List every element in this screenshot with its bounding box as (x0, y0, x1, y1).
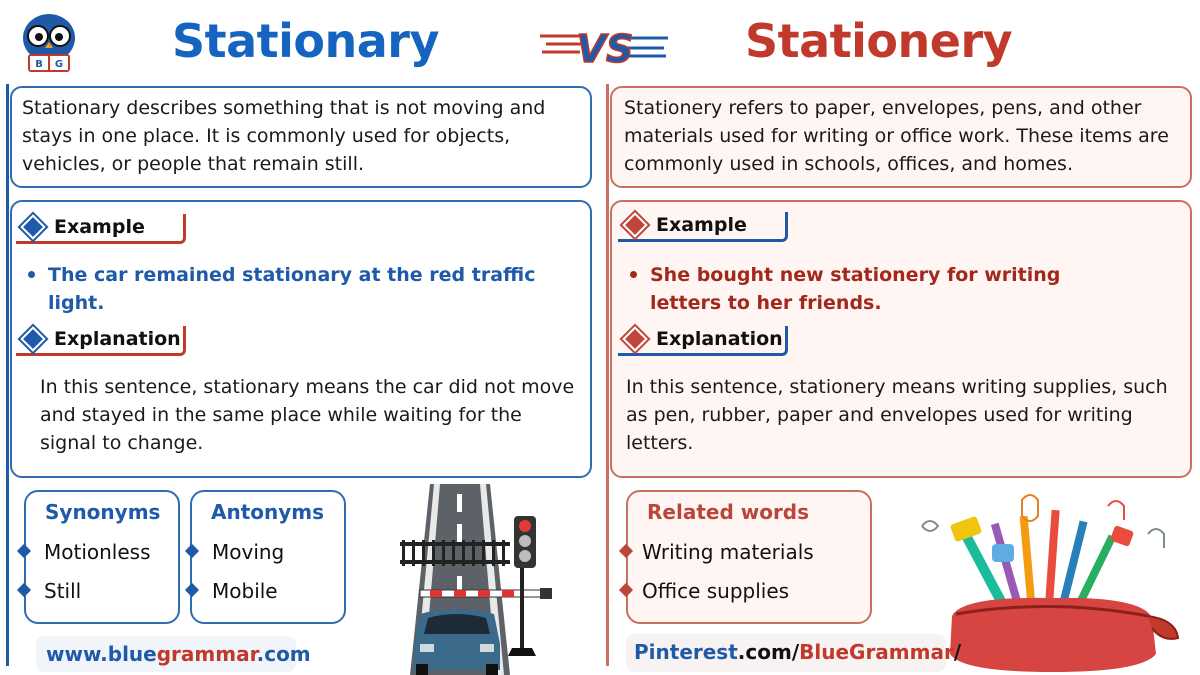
stationery-definition: Stationery refers to paper, envelopes, pens, and other materials used for writing or office work. These items are commonly used in schools, offices, and homes. (624, 97, 1169, 175)
title-stationary: Stationary (172, 14, 439, 68)
stationary-example-sentence: The car remained stationary at the red traffic light. (48, 264, 536, 314)
bluegrammar-url[interactable] (36, 636, 311, 672)
stationery-explanation-text: In this sentence, stationery means writing supplies, such as pen, rubber, paper and envelopes used for writing letters. (626, 376, 1168, 454)
stationary-definition-box (10, 86, 592, 188)
bullet-icon (28, 271, 35, 278)
url-part: BlueGrammar (799, 640, 954, 664)
right-divider (606, 84, 609, 666)
related-word-item: Office supplies (642, 579, 790, 603)
synonyms-title: Synonyms (45, 500, 161, 524)
url-part: / (953, 640, 962, 664)
related-words-title: Related words (647, 500, 810, 524)
antonyms-title: Antonyms (211, 500, 325, 524)
synonym-item: Still (44, 579, 82, 603)
antonym-item: Mobile (212, 579, 278, 603)
pinterest-url[interactable] (626, 634, 962, 672)
synonyms-box (24, 490, 180, 624)
url-part: Pinterest (634, 640, 738, 664)
vs-badge (540, 22, 670, 70)
car-traffic-light-icon (390, 484, 560, 675)
logo-letter-b: B (35, 59, 43, 70)
stationery-explanation-label: Explanation (656, 328, 783, 350)
synonym-item: Motionless (44, 540, 151, 564)
stationery-example-label: Example (656, 214, 747, 236)
logo-letter-g: G (54, 59, 64, 70)
related-words-box (626, 490, 872, 624)
road-illustration (390, 484, 560, 675)
url-part: .com/ (737, 640, 800, 664)
stationary-example-label: Example (54, 216, 145, 238)
stationary-definition: Stationary describes something that is not moving and stays in one place. It is commonly used for objects, vehicles, or people that remain still. (22, 97, 546, 175)
logo (18, 8, 80, 78)
stationary-explanation-label: Explanation (54, 328, 181, 350)
url-part: .com (256, 642, 311, 666)
vs-text: VS (576, 27, 634, 70)
antonym-item: Moving (212, 540, 285, 564)
title-stationery: Stationery (745, 14, 1013, 68)
stationery-definition-box (610, 86, 1192, 188)
related-word-item: Writing materials (642, 540, 814, 564)
url-part: www.blue (46, 642, 157, 666)
url-part: grammar (156, 642, 257, 666)
stationery-example-sentence: She bought new stationery for writing letters to her friends. (650, 264, 1061, 314)
owl-logo-icon (18, 8, 80, 78)
vs-icon (540, 22, 670, 70)
stationary-explanation-text: In this sentence, stationary means the car did not move and stayed in the same place while waiting for the signal to change. (40, 376, 575, 454)
antonyms-box (190, 490, 346, 624)
left-divider (6, 84, 9, 666)
bullet-icon (630, 271, 637, 278)
